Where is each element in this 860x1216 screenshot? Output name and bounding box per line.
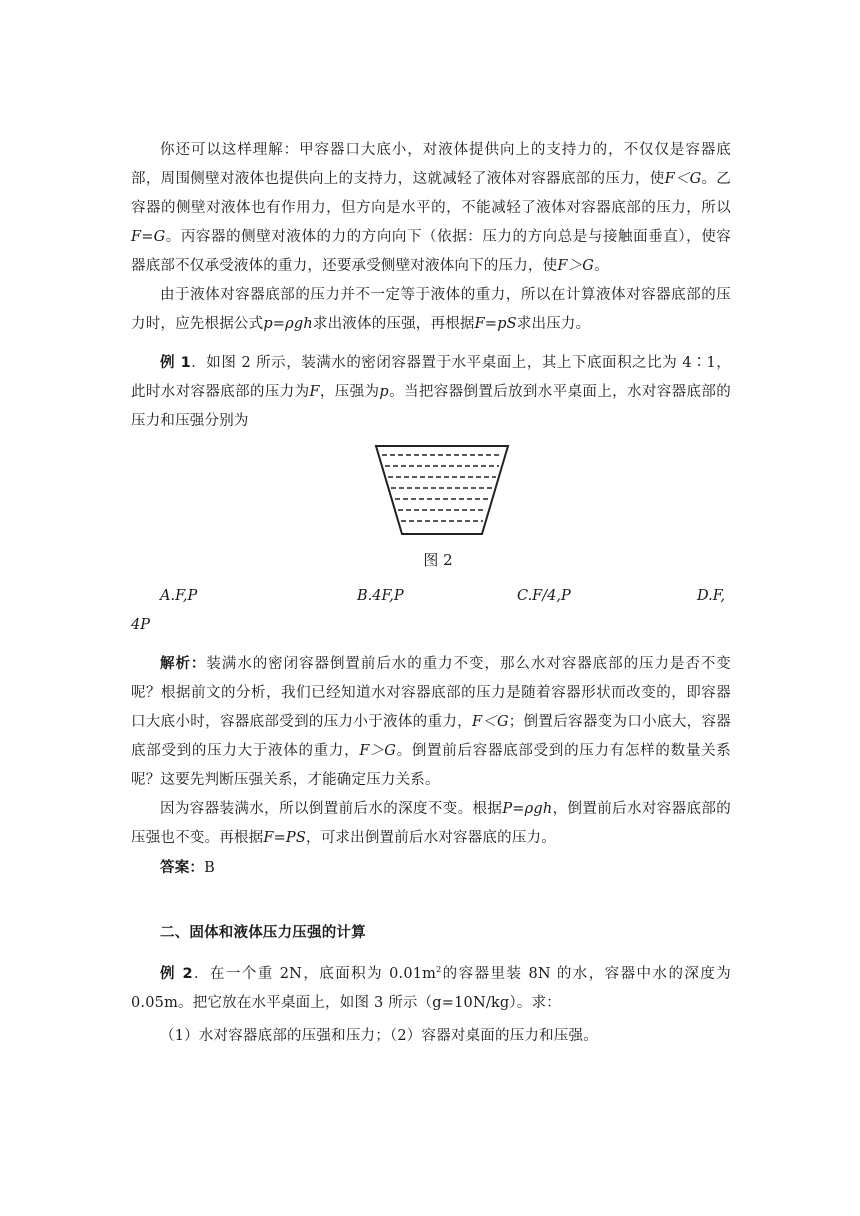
water-level-lines [382, 455, 502, 521]
example-1-question: 例 1．如图 2 所示，装满水的密闭容器置于水平桌面上，其上下底面积之比为 4∶1，此时水对容器底部的压力为F，压强为p。当把容器倒置后放到水平桌面上，水对容器底部的压力和压强分别为 [131, 355, 731, 429]
example-2-subquestions: （1）水对容器底部的压强和压力；（2）容器对桌面的压力和压强。 [160, 1028, 598, 1044]
container-figure [372, 440, 512, 540]
option-d: D.F, [697, 588, 726, 604]
analysis-paragraph: 解析：装满水的密闭容器倒置前后水的重力不变，那么水对容器底部的压力是否不变呢？根据前文的分析，我们已经知道水对容器底部的压力是随着容器形状而改变的，即容器口大底小时，容器底部受到的压力小于液体的重力，F＜G；倒置后容器变为口小底大，容器底部受到的压力大于液体的重力，F＞G。倒置前后容器底部受到的压力有怎样的数量关系呢？这要先判断压强关系，才能确定压力关系。 [131, 656, 731, 788]
figure-caption: 图 2 [423, 551, 453, 569]
reason-paragraph: 因为容器装满水，所以倒置前后水的深度不变。根据P=ρgh，倒置前后水对容器底部的压强也不变。再根据F=PS，可求出倒置前后水对容器底的压力。 [131, 801, 731, 846]
option-d-continued: 4P [131, 617, 150, 633]
example-2-question: 例 2．在一个重 2N，底面积为 $0.01m^2$的容器里装 8N 的水，容器中水的深度为 0.05m。把它放在水平桌面上，如图 3 所示（g=10N/kg）。求： [131, 965, 731, 1011]
option-c: C.F/4,P [517, 588, 571, 604]
option-a: A.F,P [160, 588, 198, 604]
option-b: B.4F,P [357, 588, 404, 604]
paragraph-understanding: 你还可以这样理解：甲容器口大底小，对液体提供向上的支持力的，不仅仅是容器底部，周围侧壁对液体也提供向上的支持力，这就减轻了液体对容器底部的压力，使F＜G。乙容器的侧壁对液体也有作用力，但方向是水平的，不能减轻了液体对容器底部的压力，所以F=G。丙容器的侧壁对液体的力的方向向下（依据：压力的方向总是与接触面垂直），使容器底部不仅承受液体的重力，还要承受侧壁对液体向下的压力，使F＞G。 [131, 142, 732, 274]
answer-line: 答案：B [160, 860, 215, 876]
paragraph-formula-method: 由于液体对容器底部的压力并不一定等于液体的重力，所以在计算液体对容器底部的压力时，应先根据公式p=ρgh求出液体的压强，再根据F=pS求出压力。 [131, 287, 731, 332]
section-2-title: 二、固体和液体压力压强的计算 [160, 925, 366, 941]
